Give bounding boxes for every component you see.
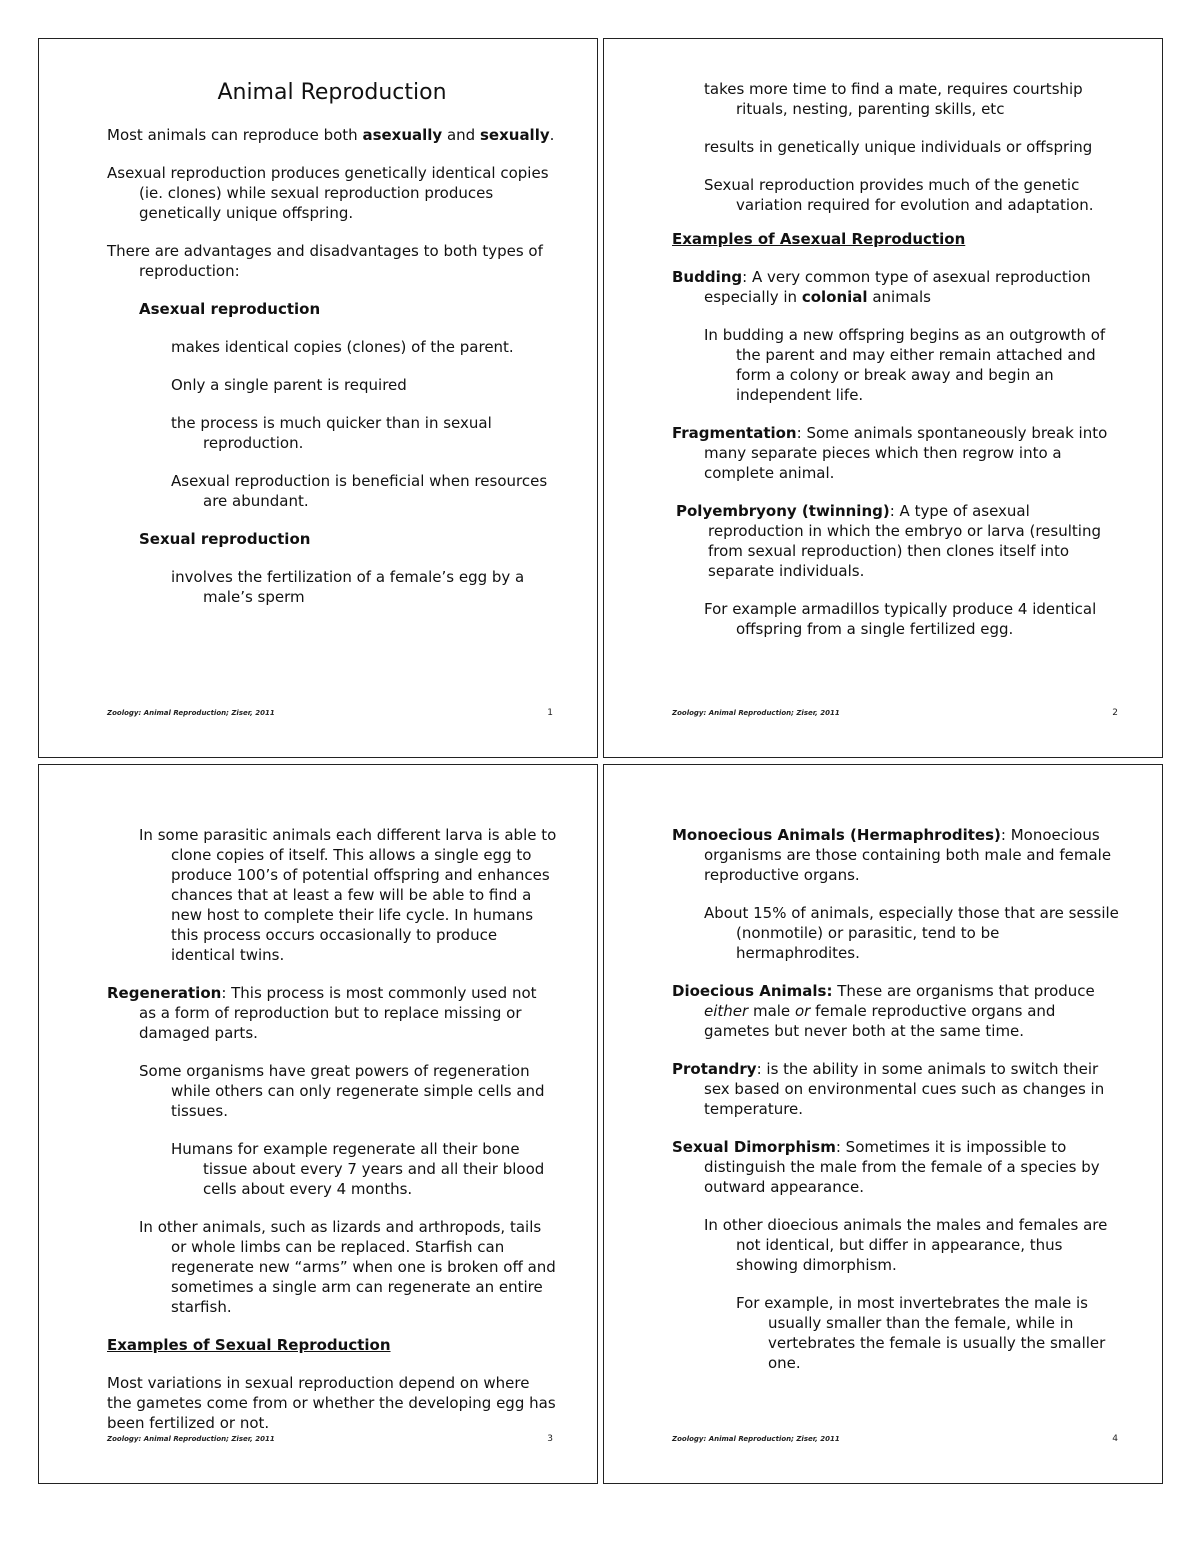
slide-footer bbox=[107, 709, 553, 717]
italic-term: either bbox=[704, 1002, 749, 1020]
list-item: involves the fertilization of a female’s egg by a male’s sperm bbox=[171, 568, 525, 606]
text: : Monoecious organisms are those containing both male and female reproductive organs. bbox=[704, 826, 1112, 884]
footer-text: Zoology: Animal Reproduction; Ziser, 2011 bbox=[672, 1435, 840, 1443]
term: Monoecious Animals (Hermaphrodites) bbox=[672, 826, 1001, 844]
asexual-heading: Asexual reproduction bbox=[139, 300, 321, 318]
fragmentation-paragraph bbox=[672, 423, 1124, 483]
bold-term: asexually bbox=[362, 126, 443, 144]
list-item: Asexual reproduction is beneficial when resources are abundant. bbox=[171, 472, 548, 510]
bold-term: colonial bbox=[801, 288, 868, 306]
dimorphism-paragraph bbox=[672, 1137, 1124, 1197]
list-item: takes more time to find a mate, requires courtship rituals, nesting, parenting skills, etc bbox=[704, 80, 1083, 118]
slide-1-content bbox=[107, 79, 557, 625]
paragraph: Humans for example regenerate all their bone tissue about every 7 years and all their blood cells about every 4 months. bbox=[171, 1140, 545, 1198]
term: Fragmentation bbox=[672, 424, 797, 442]
protandry-paragraph bbox=[672, 1059, 1124, 1119]
paragraph: About 15% of animals, especially those that are sessile (nonmotile) or parasitic, tend to be hermaphrodites. bbox=[704, 904, 1119, 962]
paragraph: For example armadillos typically produce 4 identical offspring from a single fertilized egg. bbox=[704, 600, 1097, 638]
italic-term: or bbox=[794, 1002, 811, 1020]
text: Most animals can reproduce both bbox=[107, 126, 363, 144]
slide-3 bbox=[38, 764, 598, 1484]
paragraph: For example, in most invertebrates the male is usually smaller than the female, while in vertebrates the female is usually the smaller one. bbox=[736, 1294, 1106, 1372]
paragraph: There are advantages and disadvantages to both types of reproduction: bbox=[107, 242, 543, 280]
monoecious-paragraph bbox=[672, 825, 1124, 885]
text: and bbox=[442, 126, 480, 144]
term: Sexual Dimorphism bbox=[672, 1138, 836, 1156]
paragraph: Asexual reproduction produces genetically identical copies (ie. clones) while sexual reproduction produces genetically unique offspring. bbox=[107, 164, 549, 222]
regeneration-paragraph bbox=[107, 983, 557, 1043]
footer-text: Zoology: Animal Reproduction; Ziser, 2011 bbox=[107, 709, 275, 717]
page-number: 3 bbox=[547, 1434, 553, 1444]
paragraph: Some organisms have great powers of regeneration while others can only regenerate simple cells and tissues. bbox=[139, 1062, 545, 1120]
budding-paragraph bbox=[672, 267, 1124, 307]
text: female reproductive organs and gametes but never both at the same time. bbox=[704, 1002, 1056, 1040]
slide-2 bbox=[603, 38, 1163, 758]
dioecious-paragraph bbox=[672, 981, 1124, 1041]
text: . bbox=[549, 126, 555, 144]
text: These are organisms that produce bbox=[832, 982, 1095, 1000]
polyembryony-paragraph bbox=[676, 501, 1124, 581]
text: male bbox=[748, 1002, 795, 1020]
text: animals bbox=[867, 288, 931, 306]
text: : This process is most commonly used not as a form of reproduction but to replace missing or damaged parts. bbox=[139, 984, 537, 1042]
slide-4 bbox=[603, 764, 1163, 1484]
text: : Some animals spontaneously break into many separate pieces which then regrow into a complete animal. bbox=[704, 424, 1108, 482]
page-number: 4 bbox=[1112, 1434, 1118, 1444]
paragraph: In other dioecious animals the males and females are not identical, but differ in appearance, thus showing dimorphism. bbox=[704, 1216, 1108, 1274]
text: : is the ability in some animals to switch their sex based on environmental cues such as changes in temperature. bbox=[704, 1060, 1105, 1118]
text: : Sometimes it is impossible to distinguish the male from the female of a species by outward appearance. bbox=[704, 1138, 1100, 1196]
slide-footer bbox=[672, 1435, 1118, 1443]
list-item: Only a single parent is required bbox=[171, 376, 407, 394]
text: : A type of asexual reproduction in which the embryo or larva (resulting from sexual reproduction) then clones itself into separate individuals. bbox=[708, 502, 1101, 580]
list-item: makes identical copies (clones) of the parent. bbox=[171, 338, 514, 356]
term: Protandry bbox=[672, 1060, 757, 1078]
bold-term: sexually bbox=[479, 126, 550, 144]
term: Polyembryony (twinning) bbox=[676, 502, 890, 520]
paragraph: Most variations in sexual reproduction depend on where the gametes come from or whether the developing egg has been fertilized or not. bbox=[107, 1374, 556, 1432]
section-heading: Examples of Asexual Reproduction bbox=[672, 230, 966, 248]
page-title: Animal Reproduction bbox=[217, 80, 447, 105]
page-number: 2 bbox=[1112, 708, 1118, 718]
paragraph: In budding a new offspring begins as an outgrowth of the parent and may either remain attached and form a colony or break away and begin an independent life. bbox=[704, 326, 1106, 404]
intro-paragraph bbox=[107, 125, 557, 145]
slide-footer bbox=[672, 709, 1118, 717]
slide-footer bbox=[107, 1435, 553, 1443]
slide-3-content bbox=[107, 825, 557, 1451]
list-item: results in genetically unique individuals or offspring bbox=[704, 138, 1093, 156]
section-heading: Examples of Sexual Reproduction bbox=[107, 1336, 391, 1354]
slide-4-content bbox=[672, 825, 1124, 1391]
footer-text: Zoology: Animal Reproduction; Ziser, 2011 bbox=[672, 709, 840, 717]
term: Regeneration bbox=[107, 984, 222, 1002]
text: : A very common type of asexual reproduction especially in bbox=[704, 268, 1091, 306]
list-item: the process is much quicker than in sexual reproduction. bbox=[171, 414, 492, 452]
paragraph: In some parasitic animals each different larva is able to clone copies of itself. This allows a single egg to produce 100’s of potential offspring and enhances chances that at least a few will be able to find a new host to complete their life cycle. In humans this process occurs occasionally to produce identical twins. bbox=[139, 826, 557, 964]
slide-1 bbox=[38, 38, 598, 758]
term: Dioecious Animals: bbox=[672, 982, 833, 1000]
paragraph: In other animals, such as lizards and arthropods, tails or whole limbs can be replaced. Starfish can regenerate new “arms” when one is broken off and sometimes a single arm can regenerate an entire starfish. bbox=[139, 1218, 556, 1316]
sexual-heading: Sexual reproduction bbox=[139, 530, 311, 548]
page-number: 1 bbox=[547, 708, 553, 718]
term: Budding bbox=[672, 268, 743, 286]
footer-text: Zoology: Animal Reproduction; Ziser, 2011 bbox=[107, 1435, 275, 1443]
list-item: Sexual reproduction provides much of the genetic variation required for evolution and adaptation. bbox=[704, 176, 1094, 214]
slide-2-content bbox=[672, 79, 1124, 657]
